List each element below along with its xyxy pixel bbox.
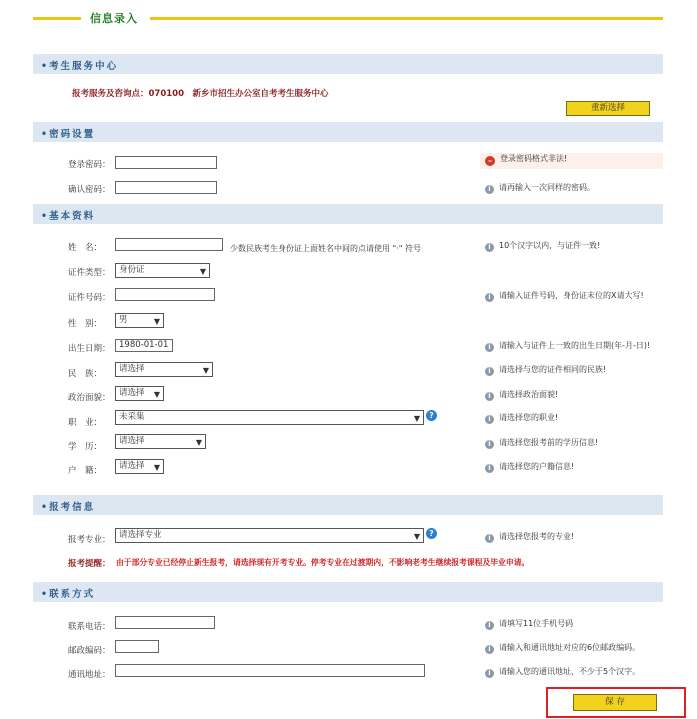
section-title: •考生服务中心 — [41, 61, 119, 72]
info-icon: i — [485, 440, 494, 449]
confirm-password-hint: i 请再输入一次同样的密码。 — [485, 182, 595, 194]
section-title: •基本资料 — [41, 211, 96, 222]
confirm-password-input[interactable] — [115, 181, 217, 194]
nation-label: 民 族： — [68, 369, 103, 379]
name-input[interactable] — [115, 238, 223, 251]
zip-input[interactable] — [115, 640, 159, 653]
phone-hint: i 请填写11位手机号码 — [485, 618, 573, 630]
info-icon: i — [485, 243, 494, 252]
section-service-center — [33, 54, 663, 74]
job-label: 职 业： — [68, 418, 103, 428]
help-icon[interactable]: ? — [426, 528, 437, 539]
hukou-select[interactable]: 请选择 ▼ — [115, 459, 164, 474]
chevron-down-icon: ▼ — [413, 414, 420, 423]
edu-hint: i 请选择您报考前的学历信息! — [485, 437, 598, 449]
login-password-input[interactable] — [115, 156, 217, 169]
section-exam — [33, 495, 663, 515]
info-icon: i — [485, 534, 494, 543]
login-password-error: – 登录密码格式非法! — [480, 153, 663, 169]
title-line-right — [150, 17, 663, 20]
chevron-down-icon: ▼ — [153, 390, 160, 399]
chevron-down-icon: ▼ — [199, 267, 206, 276]
nation-hint: i 请选择与您的证件相同的民族! — [485, 364, 606, 376]
info-icon: i — [485, 464, 494, 473]
major-label: 报考专业： — [68, 535, 111, 545]
info-icon: i — [485, 669, 494, 678]
major-select[interactable]: 请选择专业 ▼ — [115, 528, 424, 543]
section-basic — [33, 204, 663, 224]
section-title: •密码设置 — [41, 129, 96, 140]
job-select[interactable]: 未采集 ▼ — [115, 410, 424, 425]
idtype-label: 证件类型： — [68, 268, 111, 278]
zip-hint: i 请输入和通讯地址对应的6位邮政编码。 — [485, 642, 640, 654]
birth-label: 出生日期： — [68, 344, 111, 354]
name-label: 姓 名： — [68, 243, 103, 253]
hukou-hint: i 请选择您的户籍信息! — [485, 461, 574, 473]
job-hint: i 请选择您的职业! — [485, 412, 558, 424]
political-select[interactable]: 请选择 ▼ — [115, 386, 164, 401]
page-title: 信息录入 — [90, 12, 138, 25]
address-hint: i 请输入您的通讯地址，不少于5个汉字。 — [485, 666, 640, 678]
service-center-info: 报考服务及咨询点：070100 新乡市招生办公室自考考生服务中心 — [72, 89, 329, 99]
info-icon: i — [485, 343, 494, 352]
login-password-label: 登录密码： — [68, 160, 111, 170]
chevron-down-icon: ▼ — [153, 463, 160, 472]
section-title: •联系方式 — [41, 589, 96, 600]
reminder-text: 由于部分专业已经停止新生报考，请选择现有开考专业。停考专业在过渡期内，不影响老考生继续报考课程及毕业申请。 — [116, 558, 530, 567]
idno-input[interactable] — [115, 288, 215, 301]
idno-hint: i 请输入证件号码，身份证末位的X请大写! — [485, 290, 644, 302]
phone-input[interactable] — [115, 616, 215, 629]
birth-input[interactable]: 1980-01-01 — [115, 339, 173, 352]
help-icon[interactable]: ? — [426, 410, 437, 421]
nation-select[interactable]: 请选择 ▼ — [115, 362, 213, 377]
idno-label: 证件号码： — [68, 293, 111, 303]
info-icon: i — [485, 621, 494, 630]
title-line-left — [33, 17, 81, 20]
chevron-down-icon: ▼ — [195, 438, 202, 447]
reselect-button[interactable]: 重新选择 — [566, 101, 650, 116]
edu-label: 学 历： — [68, 442, 103, 452]
info-icon: i — [485, 645, 494, 654]
chevron-down-icon: ▼ — [202, 366, 209, 375]
political-label: 政治面貌： — [68, 393, 111, 403]
major-hint: i 请选择您报考的专业! — [485, 531, 574, 543]
address-input[interactable] — [115, 664, 425, 677]
gender-select[interactable]: 男 ▼ — [115, 313, 164, 328]
hukou-label: 户 籍： — [68, 466, 103, 476]
edu-select[interactable]: 请选择 ▼ — [115, 434, 206, 449]
section-title: •报考信息 — [41, 502, 96, 513]
section-password — [33, 122, 663, 142]
birth-hint: i 请输入与证件上一致的出生日期(年-月-日)! — [485, 340, 650, 352]
confirm-password-label: 确认密码： — [68, 185, 111, 195]
section-contact — [33, 582, 663, 602]
chevron-down-icon: ▼ — [413, 532, 420, 541]
error-icon: – — [485, 156, 495, 166]
info-icon: i — [485, 392, 494, 401]
name-note: 少数民族考生身份证上面姓名中间的点请使用 "·" 符号 — [230, 244, 421, 253]
info-icon: i — [485, 415, 494, 424]
info-icon: i — [485, 367, 494, 376]
reminder-label: 报考提醒： — [68, 559, 111, 569]
save-button[interactable]: 保 存 — [573, 694, 657, 711]
phone-label: 联系电话： — [68, 622, 111, 632]
political-hint: i 请选择政治面貌! — [485, 389, 558, 401]
idtype-select[interactable]: 身份证 ▼ — [115, 263, 210, 278]
gender-label: 性 别： — [68, 319, 103, 329]
info-icon: i — [485, 185, 494, 194]
info-icon: i — [485, 293, 494, 302]
chevron-down-icon: ▼ — [153, 317, 160, 326]
name-hint: i 10个汉字以内，与证件一致! — [485, 240, 600, 252]
address-label: 通讯地址： — [68, 670, 111, 680]
zip-label: 邮政编码： — [68, 646, 111, 656]
